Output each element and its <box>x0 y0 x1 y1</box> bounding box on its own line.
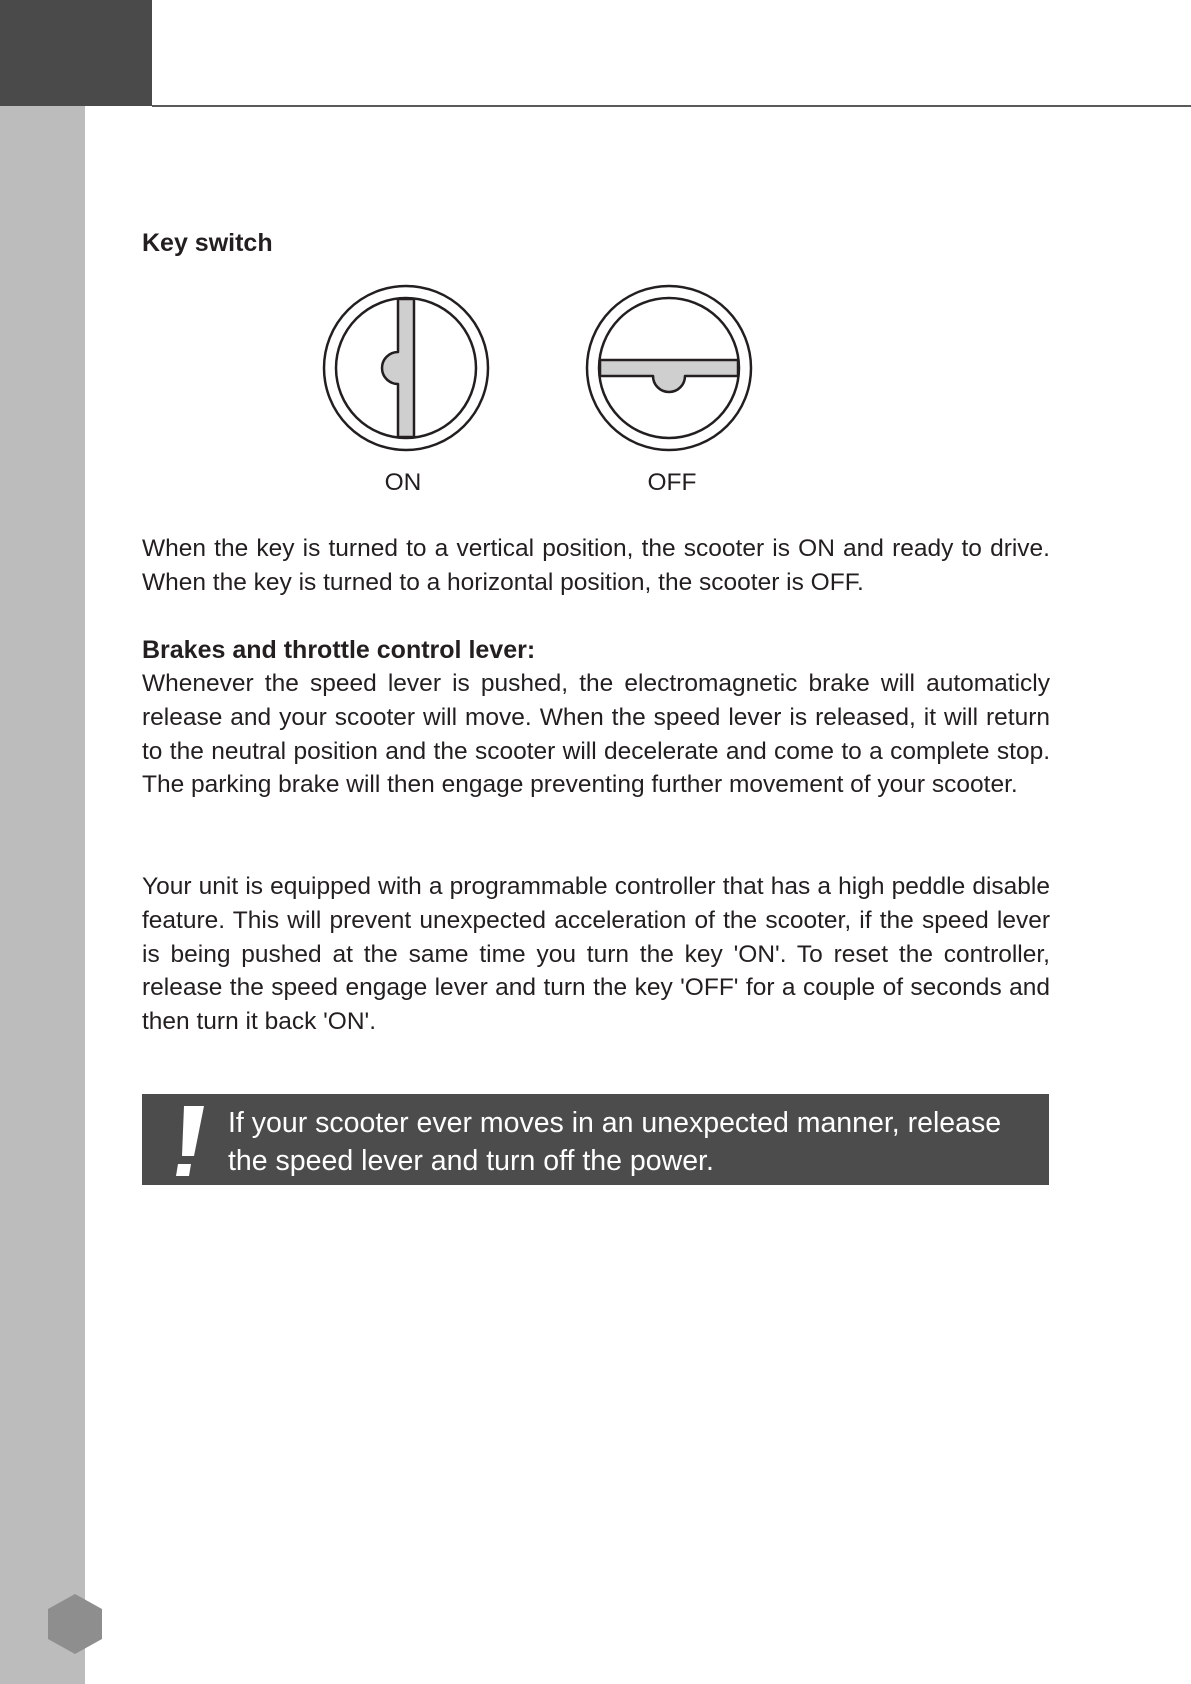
key-off-dial-icon <box>585 284 753 452</box>
key-switch-description: When the key is turned to a vertical position, the scooter is ON and ready to drive. When the key is turned to a horizontal position, the scooter is OFF. <box>142 535 1050 596</box>
key-on-dial-icon <box>322 284 490 452</box>
key-switch-heading: Key switch <box>142 229 273 257</box>
key-off-label: OFF <box>647 469 697 496</box>
header-rule <box>152 105 1191 107</box>
brakes-heading: Brakes and throttle control lever: <box>142 636 536 664</box>
controller-description: Your unit is equipped with a programmable controller that has a high peddle disable feature. This will prevent unexpected acceleration of the scooter, if the speed lever is being pushed at the same time you turn the key 'ON'. To reset the controller, release the speed engage lever and turn the key 'OFF' for a couple of seconds and then turn it back 'ON'. <box>142 873 1050 1036</box>
exclamation-icon <box>168 1104 208 1178</box>
warning-text: If your scooter ever moves in an unexpected manner, release the speed lever and turn off the power. <box>228 1107 1002 1177</box>
header-corner-block <box>0 0 152 106</box>
warning-box <box>142 1094 1049 1185</box>
page-marker-hexagon-icon <box>47 1593 103 1655</box>
side-band <box>0 106 85 1684</box>
brakes-description: Whenever the speed lever is pushed, the electromagnetic brake will automaticly release and your scooter will move. When the speed lever is released, it will return to the neutral position and the scooter will decelerate and come to a complete stop. The parking brake will then engage preventing further movement of your scooter. <box>142 670 1050 799</box>
key-on-label: ON <box>384 469 422 496</box>
